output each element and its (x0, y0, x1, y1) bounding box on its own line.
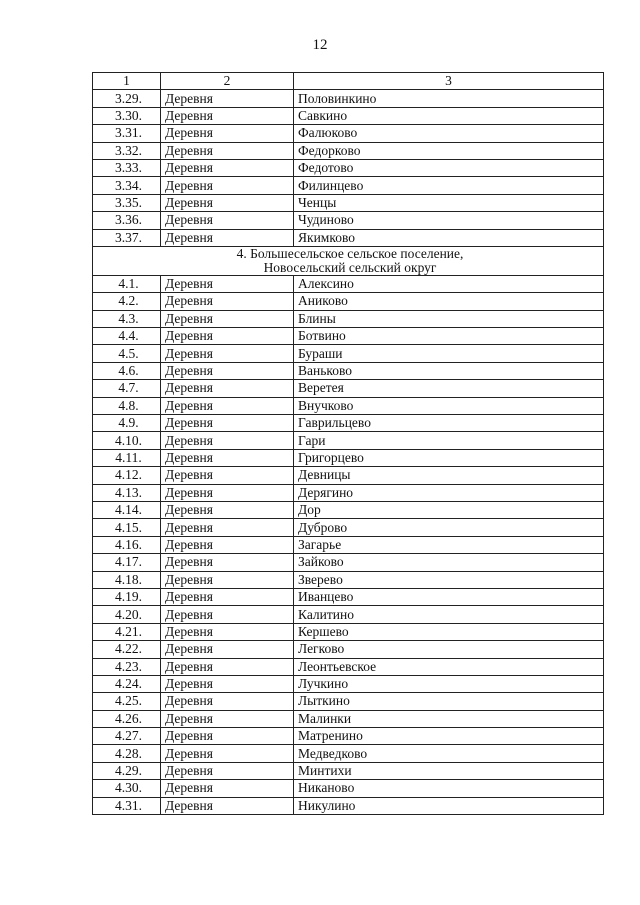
settlement-type: Деревня (161, 606, 294, 623)
table-row (93, 380, 604, 397)
settlement-type: Деревня (161, 658, 294, 675)
settlement-name: Ченцы (294, 194, 604, 211)
settlement-name: Никулино (294, 797, 604, 814)
settlement-type: Деревня (161, 194, 294, 211)
settlement-type: Деревня (161, 641, 294, 658)
settlement-name: Минтихи (294, 762, 604, 779)
table-row (93, 693, 604, 710)
table-row (93, 328, 604, 345)
row-number: 4.9. (93, 415, 161, 432)
table-row (93, 397, 604, 414)
settlement-type: Деревня (161, 293, 294, 310)
row-number: 4.22. (93, 641, 161, 658)
settlement-name: Калитино (294, 606, 604, 623)
table-row (93, 107, 604, 124)
settlement-name: Дор (294, 501, 604, 518)
settlement-name: Иванцево (294, 588, 604, 605)
row-number: 3.37. (93, 229, 161, 246)
settlement-type: Деревня (161, 159, 294, 176)
row-number: 4.10. (93, 432, 161, 449)
settlement-name: Зверево (294, 571, 604, 588)
settlement-type: Деревня (161, 623, 294, 640)
section-heading (93, 246, 604, 275)
settlement-name: Фалюково (294, 125, 604, 142)
table-row (93, 728, 604, 745)
settlement-name: Веретея (294, 380, 604, 397)
row-number: 4.6. (93, 362, 161, 379)
table-row (93, 623, 604, 640)
settlement-name: Савкино (294, 107, 604, 124)
table-row (93, 467, 604, 484)
settlement-name: Легково (294, 641, 604, 658)
settlement-type: Деревня (161, 125, 294, 142)
row-number: 4.29. (93, 762, 161, 779)
table-row (93, 125, 604, 142)
table-row (93, 275, 604, 292)
settlement-name: Ваньково (294, 362, 604, 379)
settlement-name: Матренино (294, 728, 604, 745)
table-row (93, 606, 604, 623)
column-header-number: 1 (93, 73, 161, 90)
settlement-type: Деревня (161, 362, 294, 379)
table-row (93, 194, 604, 211)
settlement-type: Деревня (161, 501, 294, 518)
settlement-type: Деревня (161, 519, 294, 536)
settlement-type: Деревня (161, 780, 294, 797)
row-number: 4.8. (93, 397, 161, 414)
table-row (93, 449, 604, 466)
row-number: 3.31. (93, 125, 161, 142)
settlement-name: Лучкино (294, 675, 604, 692)
settlement-name: Леонтьевское (294, 658, 604, 675)
table-row (93, 432, 604, 449)
row-number: 3.32. (93, 142, 161, 159)
table-header-row (93, 73, 604, 90)
table-row (93, 142, 604, 159)
settlement-name: Дерягино (294, 484, 604, 501)
settlement-type: Деревня (161, 90, 294, 107)
row-number: 4.11. (93, 449, 161, 466)
table-row (93, 710, 604, 727)
table-row (93, 745, 604, 762)
row-number: 4.1. (93, 275, 161, 292)
settlement-type: Деревня (161, 397, 294, 414)
settlement-name: Бураши (294, 345, 604, 362)
settlement-type: Деревня (161, 449, 294, 466)
settlement-type: Деревня (161, 588, 294, 605)
settlement-type: Деревня (161, 571, 294, 588)
table-row (93, 345, 604, 362)
settlement-name: Загарье (294, 536, 604, 553)
table-row (93, 159, 604, 176)
section-heading-line-1: 4. Большесельское сельское поселение, (236, 246, 464, 261)
row-number: 3.30. (93, 107, 161, 124)
row-number: 4.21. (93, 623, 161, 640)
settlement-type: Деревня (161, 380, 294, 397)
settlement-type: Деревня (161, 762, 294, 779)
settlement-type: Деревня (161, 554, 294, 571)
settlement-name: Лыткино (294, 693, 604, 710)
settlement-type: Деревня (161, 415, 294, 432)
settlement-type: Деревня (161, 328, 294, 345)
settlement-name: Медведково (294, 745, 604, 762)
settlement-type: Деревня (161, 745, 294, 762)
settlement-type: Деревня (161, 177, 294, 194)
column-header-type: 2 (161, 73, 294, 90)
row-number: 3.34. (93, 177, 161, 194)
settlement-name: Девницы (294, 467, 604, 484)
settlement-type: Деревня (161, 229, 294, 246)
settlement-name: Гари (294, 432, 604, 449)
settlement-type: Деревня (161, 675, 294, 692)
row-number: 4.12. (93, 467, 161, 484)
row-number: 4.30. (93, 780, 161, 797)
section-heading-line-2: Новосельский сельский округ (263, 259, 437, 275)
row-number: 4.20. (93, 606, 161, 623)
row-number: 3.29. (93, 90, 161, 107)
settlement-name: Зайково (294, 554, 604, 571)
row-number: 4.4. (93, 328, 161, 345)
settlement-type: Деревня (161, 693, 294, 710)
row-number: 4.2. (93, 293, 161, 310)
table-row (93, 658, 604, 675)
row-number: 4.14. (93, 501, 161, 518)
settlement-type: Деревня (161, 728, 294, 745)
settlement-name: Блины (294, 310, 604, 327)
row-number: 4.31. (93, 797, 161, 814)
settlement-name: Якимково (294, 229, 604, 246)
row-number: 4.15. (93, 519, 161, 536)
table-row (93, 229, 604, 246)
section-row (93, 246, 604, 275)
settlement-name: Дуброво (294, 519, 604, 536)
table-row (93, 571, 604, 588)
settlement-type: Деревня (161, 142, 294, 159)
table-row (93, 519, 604, 536)
row-number: 3.33. (93, 159, 161, 176)
row-number: 4.26. (93, 710, 161, 727)
row-number: 3.35. (93, 194, 161, 211)
settlement-type: Деревня (161, 536, 294, 553)
row-number: 4.7. (93, 380, 161, 397)
settlement-type: Деревня (161, 212, 294, 229)
settlement-name: Ботвино (294, 328, 604, 345)
settlement-name: Аниково (294, 293, 604, 310)
table-row (93, 362, 604, 379)
settlement-name: Федотово (294, 159, 604, 176)
row-number: 4.3. (93, 310, 161, 327)
settlement-type: Деревня (161, 345, 294, 362)
row-number: 4.25. (93, 693, 161, 710)
settlement-type: Деревня (161, 310, 294, 327)
settlement-name: Филинцево (294, 177, 604, 194)
row-number: 4.28. (93, 745, 161, 762)
table-body (93, 73, 604, 815)
page-number: 12 (312, 37, 328, 53)
row-number: 4.23. (93, 658, 161, 675)
row-number: 4.16. (93, 536, 161, 553)
table-row (93, 641, 604, 658)
settlement-type: Деревня (161, 484, 294, 501)
row-number: 4.13. (93, 484, 161, 501)
settlement-name: Григорцево (294, 449, 604, 466)
row-number: 4.24. (93, 675, 161, 692)
settlement-type: Деревня (161, 797, 294, 814)
table-row (93, 762, 604, 779)
settlement-name: Малинки (294, 710, 604, 727)
table-row (93, 780, 604, 797)
table-row (93, 90, 604, 107)
row-number: 4.27. (93, 728, 161, 745)
row-number: 4.5. (93, 345, 161, 362)
settlement-type: Деревня (161, 432, 294, 449)
table-row (93, 501, 604, 518)
settlement-name: Кершево (294, 623, 604, 640)
settlement-type: Деревня (161, 467, 294, 484)
table-row (93, 293, 604, 310)
settlement-name: Гаврильцево (294, 415, 604, 432)
table-row (93, 588, 604, 605)
settlement-name: Никаново (294, 780, 604, 797)
settlement-name: Алексино (294, 275, 604, 292)
settlements-table (92, 72, 604, 815)
column-header-name: 3 (294, 73, 604, 90)
row-number: 4.18. (93, 571, 161, 588)
table-row (93, 415, 604, 432)
table-row (93, 177, 604, 194)
row-number: 4.17. (93, 554, 161, 571)
table-row (93, 310, 604, 327)
settlement-type: Деревня (161, 710, 294, 727)
settlement-type: Деревня (161, 275, 294, 292)
settlement-type: Деревня (161, 107, 294, 124)
table-row (93, 536, 604, 553)
settlement-name: Половинкино (294, 90, 604, 107)
table-row (93, 797, 604, 814)
settlement-name: Чудиново (294, 212, 604, 229)
settlement-name: Федорково (294, 142, 604, 159)
row-number: 3.36. (93, 212, 161, 229)
table-row (93, 675, 604, 692)
table-row (93, 212, 604, 229)
row-number: 4.19. (93, 588, 161, 605)
settlement-name: Внучково (294, 397, 604, 414)
table-row (93, 554, 604, 571)
table-row (93, 484, 604, 501)
